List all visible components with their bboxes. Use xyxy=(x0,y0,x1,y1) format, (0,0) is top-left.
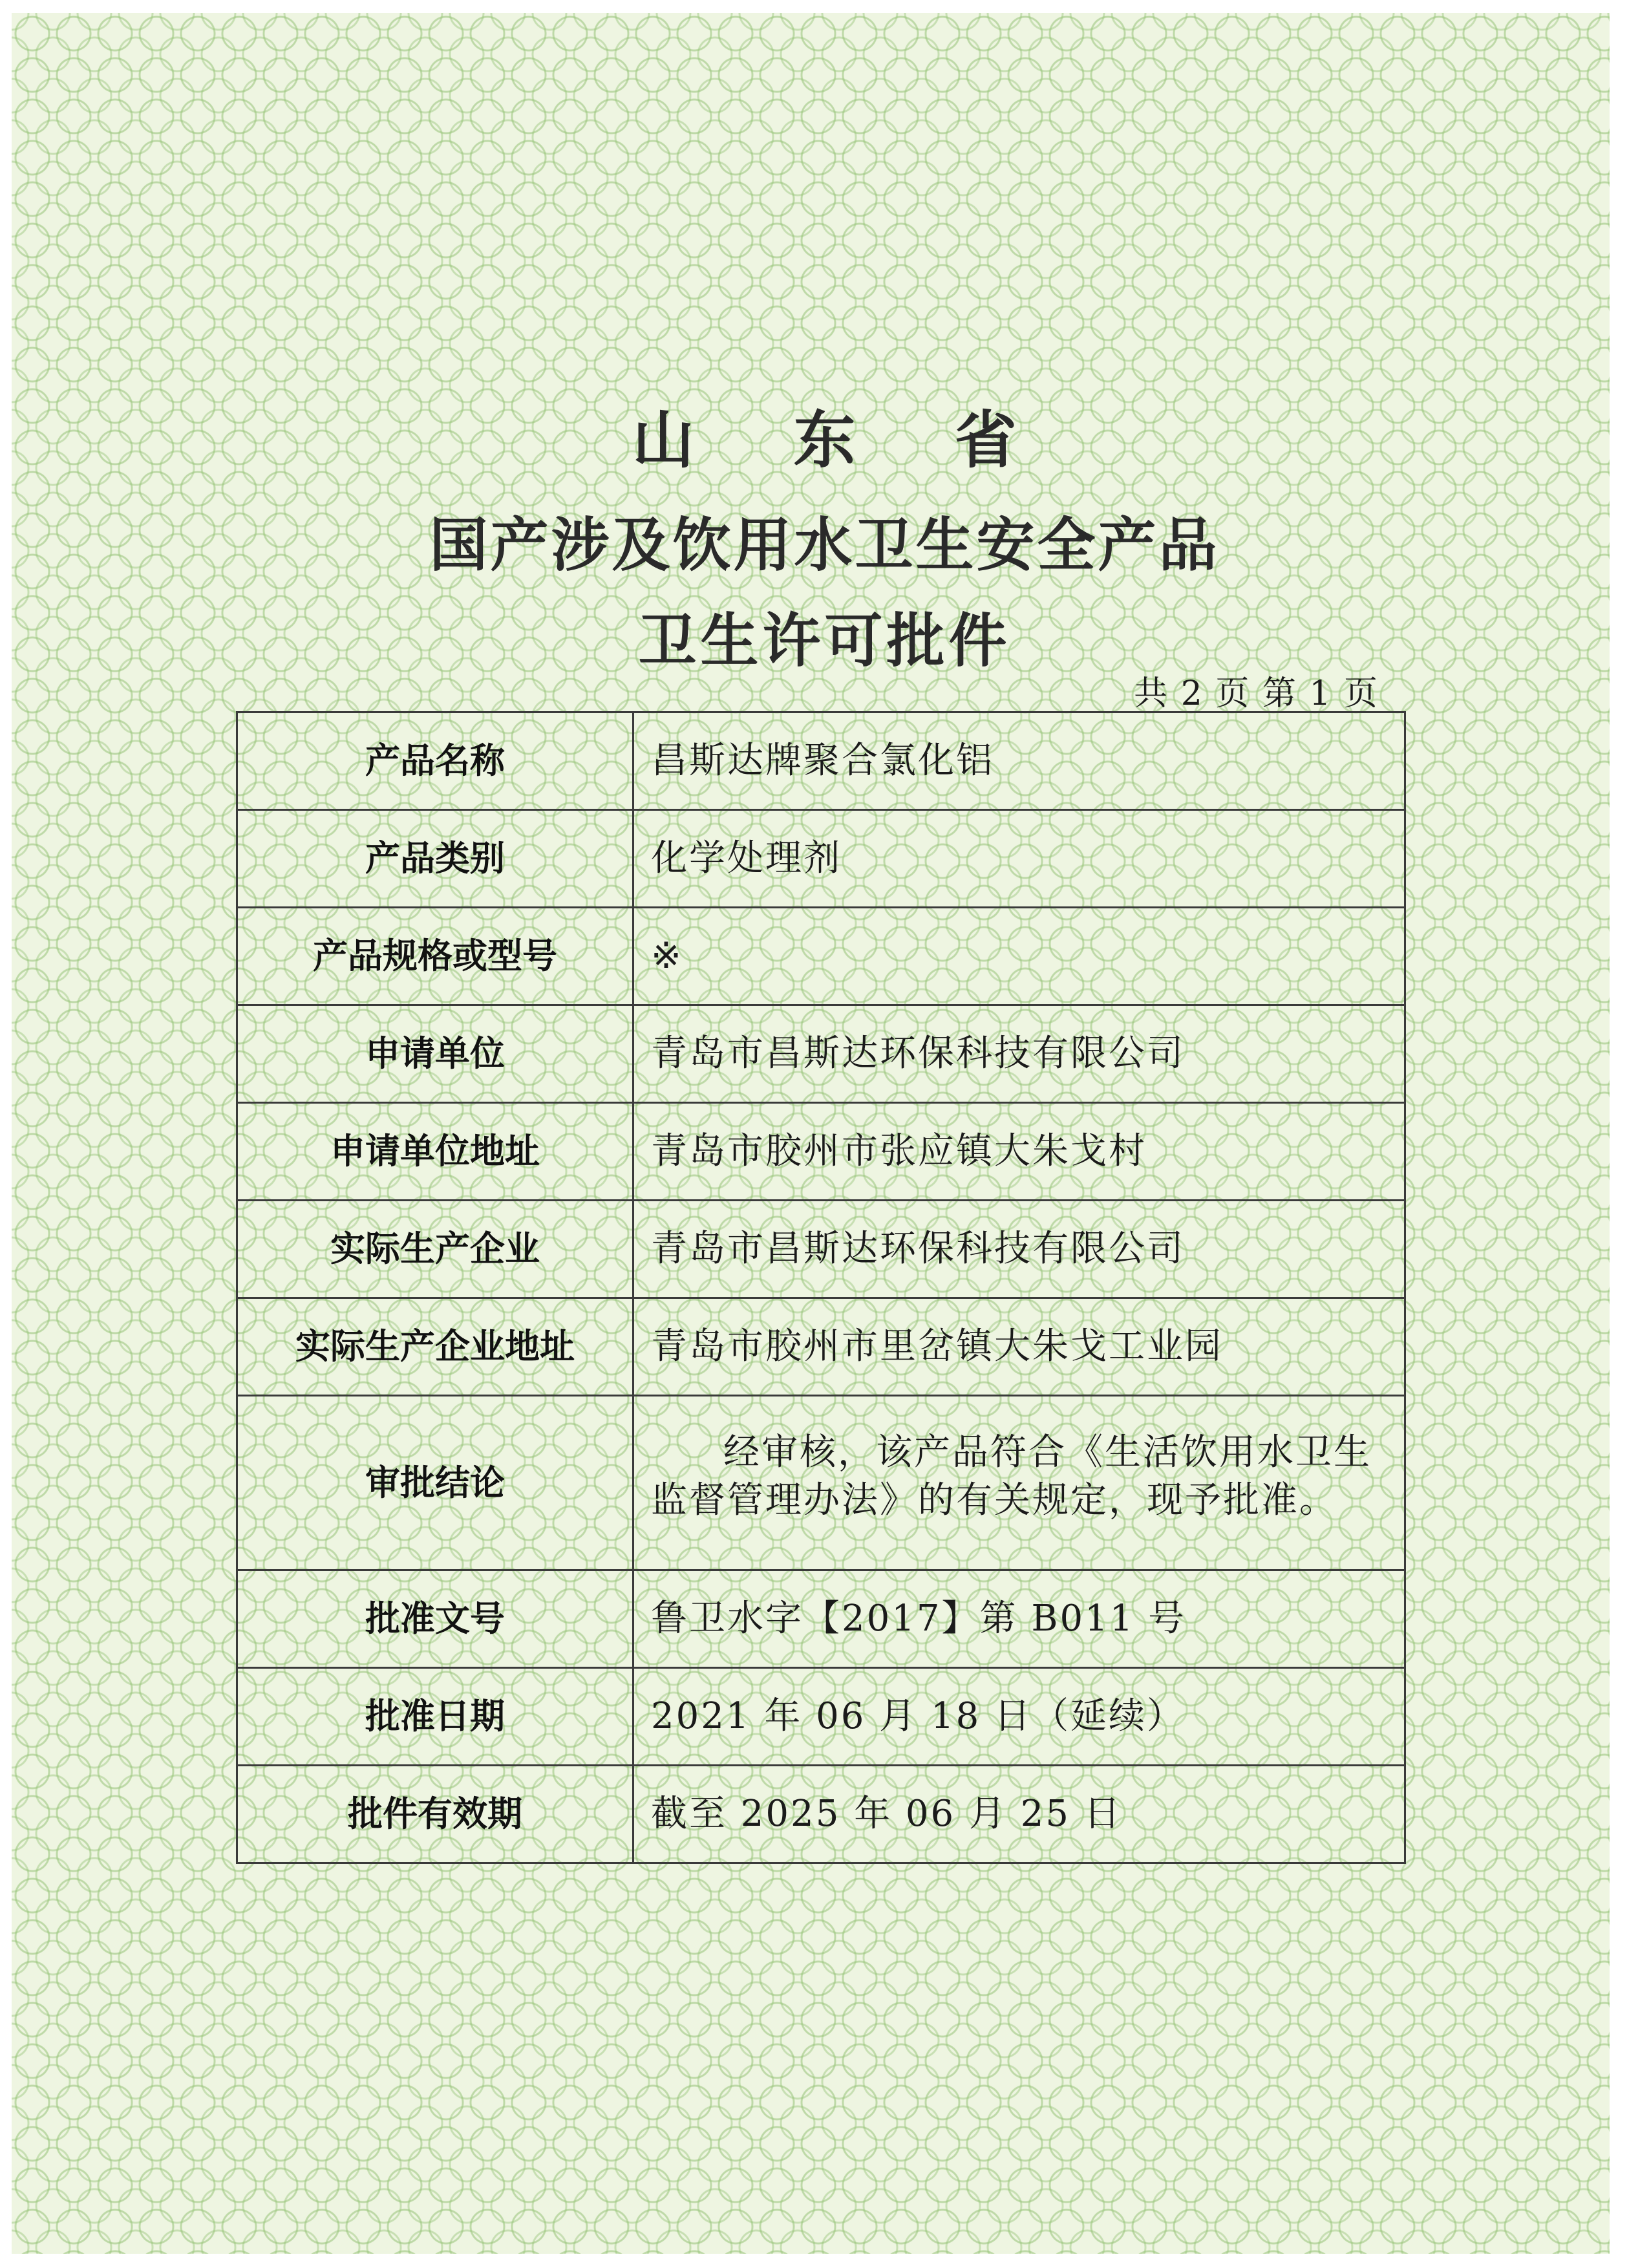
approval-conclusion-text: 经审核，该产品符合《生活饮用水卫生监督管理办法》的有关规定，现予批准。 xyxy=(651,1431,1372,1521)
table-row xyxy=(237,712,1405,810)
title-province: 山 东 省 xyxy=(632,404,1056,476)
table-row xyxy=(237,810,1405,908)
row-label-applicant-address: 申请单位地址 xyxy=(237,1103,633,1201)
row-value-manufacturer-address: 青岛市胶州市里岔镇大朱戈工业园 xyxy=(633,1298,1405,1396)
table-row xyxy=(237,908,1405,1005)
row-label-product-category: 产品类别 xyxy=(237,810,633,908)
row-label-manufacturer-address: 实际生产企业地址 xyxy=(237,1298,633,1396)
row-label-applicant: 申请单位 xyxy=(237,1005,633,1103)
title-document-type: 卫生许可批件 xyxy=(638,607,1011,675)
row-label-approval-number: 批准文号 xyxy=(237,1570,633,1668)
row-value-approval-number: 鲁卫水字【2017】第 B011 号 xyxy=(633,1570,1405,1668)
table-row xyxy=(237,1298,1405,1396)
page-count: 共 2 页 第 1 页 xyxy=(1134,674,1379,713)
row-value-product-name: 昌斯达牌聚合氯化铝 xyxy=(633,712,1405,810)
table-row xyxy=(237,1103,1405,1201)
row-value-applicant: 青岛市昌斯达环保科技有限公司 xyxy=(633,1005,1405,1103)
table-row xyxy=(237,1766,1405,1863)
row-label-approval-date: 批准日期 xyxy=(237,1668,633,1766)
table-row xyxy=(237,1201,1405,1298)
row-label-manufacturer: 实际生产企业 xyxy=(237,1201,633,1298)
row-label-validity: 批件有效期 xyxy=(237,1766,633,1863)
table-row xyxy=(237,1396,1405,1570)
row-value-manufacturer: 青岛市昌斯达环保科技有限公司 xyxy=(633,1201,1405,1298)
table-row xyxy=(237,1668,1405,1766)
row-value-approval-date: 2021 年 06 月 18 日（延续） xyxy=(633,1668,1405,1766)
row-label-product-spec: 产品规格或型号 xyxy=(237,908,633,1005)
row-label-approval-conclusion: 审批结论 xyxy=(237,1396,633,1570)
row-value-product-category: 化学处理剂 xyxy=(633,810,1405,908)
row-value-validity: 截至 2025 年 06 月 25 日 xyxy=(633,1766,1405,1863)
permit-table xyxy=(236,711,1406,1864)
table-row xyxy=(237,1005,1405,1103)
title-product-category: 国产涉及饮用水卫生安全产品 xyxy=(429,511,1220,579)
row-value-product-spec: ※ xyxy=(633,908,1405,1005)
table-row xyxy=(237,1570,1405,1668)
row-value-approval-conclusion xyxy=(633,1396,1405,1570)
row-label-product-name: 产品名称 xyxy=(237,712,633,810)
row-value-applicant-address: 青岛市胶州市张应镇大朱戈村 xyxy=(633,1103,1405,1201)
